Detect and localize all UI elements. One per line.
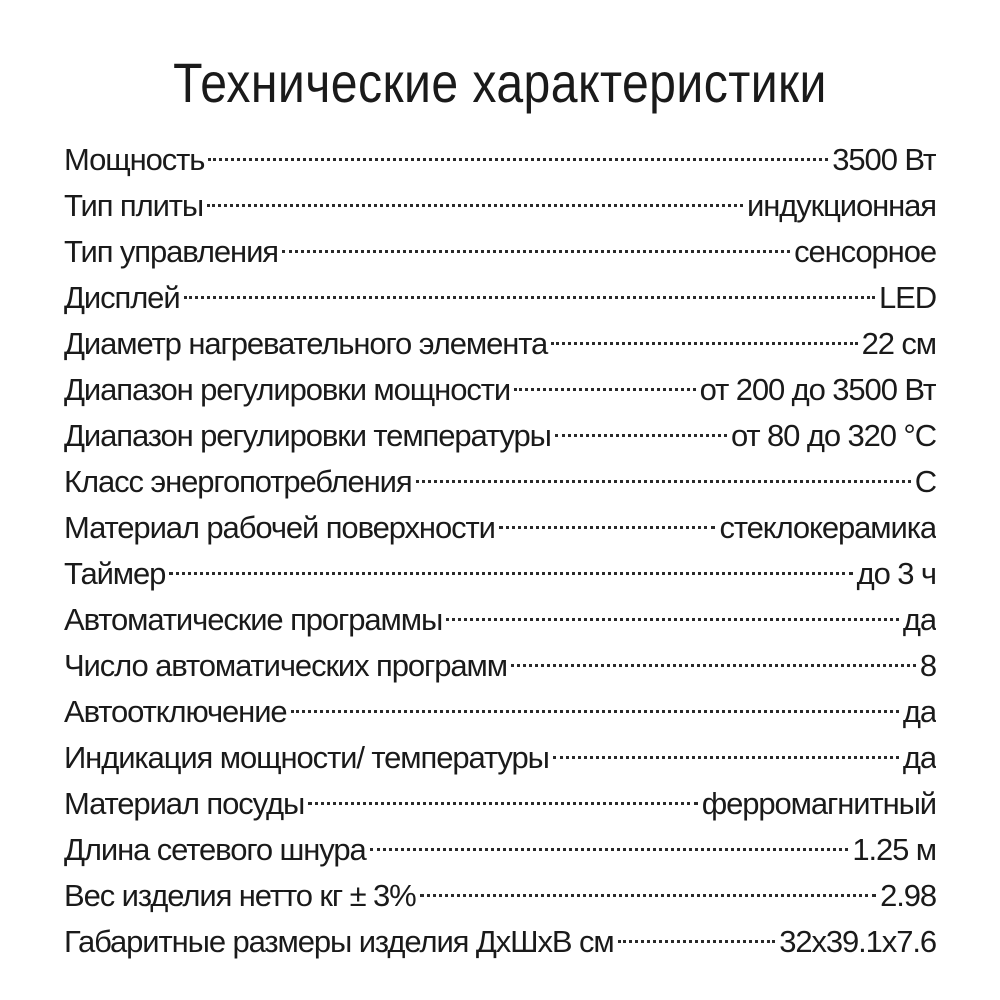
spec-row-cord-length xyxy=(64,826,936,872)
spec-value: С xyxy=(914,464,936,499)
spec-label: Число автоматических программ xyxy=(64,648,507,683)
spec-label: Автоотключение xyxy=(64,694,287,729)
dot-leader xyxy=(308,780,698,805)
spec-label: Диапазон регулировки температуры xyxy=(64,418,551,453)
spec-value: 3500 Вт xyxy=(832,142,936,177)
spec-row-hob-type xyxy=(64,182,936,228)
page-title: Технические характеристики xyxy=(173,51,827,114)
spec-row-cookware-material xyxy=(64,780,936,826)
spec-value: 8 xyxy=(919,648,936,683)
dot-leader xyxy=(499,504,716,529)
dot-leader xyxy=(207,182,743,207)
spec-value: от 80 до 320 °С xyxy=(730,418,936,453)
spec-label: Диапазон регулировки мощности xyxy=(64,372,511,407)
spec-row-temperature-range xyxy=(64,412,936,458)
spec-label: Таймер xyxy=(64,556,166,591)
dot-leader xyxy=(514,366,696,391)
spec-row-surface-material xyxy=(64,504,936,550)
spec-value: ферромагнитный xyxy=(701,786,936,821)
spec-label: Тип управления xyxy=(64,234,278,269)
dot-leader xyxy=(416,458,911,483)
dot-leader xyxy=(169,550,852,575)
spec-value: да xyxy=(902,740,936,775)
dot-leader xyxy=(511,642,916,667)
spec-row-auto-shutoff xyxy=(64,688,936,734)
spec-value: сенсорное xyxy=(794,234,936,269)
spec-row-control-type xyxy=(64,228,936,274)
spec-label: Материал посуды xyxy=(64,786,305,821)
spec-value: 1.25 м xyxy=(852,832,936,867)
dot-leader xyxy=(553,734,899,759)
spec-row-auto-programs xyxy=(64,596,936,642)
spec-label: Материал рабочей поверхности xyxy=(64,510,495,545)
spec-value: до 3 ч xyxy=(856,556,936,591)
spec-value: 32х39.1х7.6 xyxy=(779,924,936,959)
spec-label: Мощность xyxy=(64,142,205,177)
spec-list xyxy=(64,136,936,964)
spec-label: Длина сетевого шнура xyxy=(64,832,366,867)
spec-row-power-range xyxy=(64,366,936,412)
dot-leader xyxy=(282,228,790,253)
spec-label: Автоматические программы xyxy=(64,602,443,637)
spec-value: да xyxy=(902,602,936,637)
dot-leader xyxy=(551,320,857,345)
spec-value: стеклокерамика xyxy=(719,510,936,545)
dot-leader xyxy=(208,136,828,161)
spec-label: Индикация мощности/ температуры xyxy=(64,740,549,775)
spec-row-energy-class xyxy=(64,458,936,504)
spec-row-heating-diameter xyxy=(64,320,936,366)
spec-label: Дисплей xyxy=(64,280,180,315)
spec-label: Вес изделия нетто кг ± 3% xyxy=(64,878,416,913)
spec-value: от 200 до 3500 Вт xyxy=(699,372,936,407)
spec-row-dimensions xyxy=(64,918,936,964)
spec-value: индукционная xyxy=(747,188,936,223)
dot-leader xyxy=(370,826,849,851)
dot-leader xyxy=(184,274,875,299)
dot-leader xyxy=(618,918,776,943)
spec-label: Диаметр нагревательного элемента xyxy=(64,326,548,361)
spec-value: 2.98 xyxy=(880,878,936,913)
spec-row-auto-program-count xyxy=(64,642,936,688)
spec-label: Габаритные размеры изделия ДхШхВ см xyxy=(64,924,614,959)
dot-leader xyxy=(446,596,899,621)
dot-leader xyxy=(555,412,727,437)
spec-value: да xyxy=(902,694,936,729)
spec-value: 22 см xyxy=(861,326,936,361)
spec-value: LED xyxy=(878,280,936,315)
dot-leader xyxy=(291,688,899,713)
spec-label: Тип плиты xyxy=(64,188,204,223)
dot-leader xyxy=(420,872,876,897)
spec-row-timer xyxy=(64,550,936,596)
spec-row-net-weight xyxy=(64,872,936,918)
spec-row-display xyxy=(64,274,936,320)
spec-row-power xyxy=(64,136,936,182)
spec-label: Класс энергопотребления xyxy=(64,464,412,499)
spec-row-power-temp-indication xyxy=(64,734,936,780)
